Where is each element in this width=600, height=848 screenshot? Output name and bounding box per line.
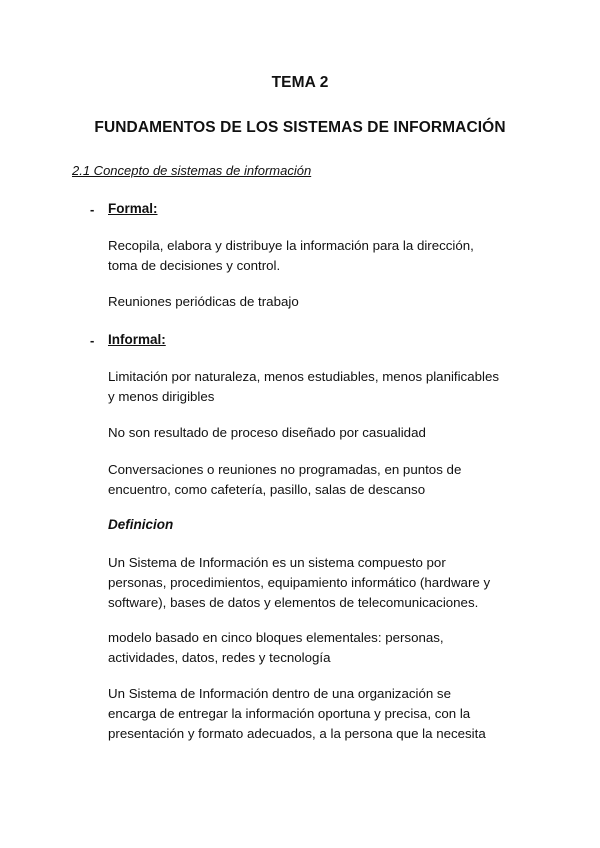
paragraph-informal-3 [108, 460, 461, 500]
paragraph-line: Conversaciones o reuniones no programadas, en puntos de [108, 462, 462, 477]
paragraph-line: toma de decisiones y control. [108, 258, 281, 273]
paragraph-informal-2 [108, 423, 426, 443]
definicion-heading: Definicion [108, 517, 174, 532]
paragraph-line: Limitación por naturaleza, menos estudiables, menos planificables [108, 369, 499, 384]
bullet-dash-informal: - [90, 333, 95, 348]
section-subtitle: 2.1 Concepto de sistemas de información [72, 163, 312, 178]
page-main-title: FUNDAMENTOS DE LOS SISTEMAS DE INFORMACIÓN [94, 119, 506, 136]
paragraph-line: software), bases de datos y elementos de telecomunicaciones. [108, 595, 479, 610]
paragraph-line: personas, procedimientos, equipamiento informático (hardware y [108, 575, 491, 590]
paragraph-line: y menos dirigibles [108, 389, 215, 404]
paragraph-line: encarga de entregar la información oportuna y precisa, con la [108, 706, 471, 721]
paragraph-definicion-3 [108, 684, 486, 744]
paragraph-formal-1 [108, 236, 474, 276]
paragraph-line: modelo basado en cinco bloques elementales: personas, [108, 630, 444, 645]
paragraph-definicion-2 [108, 628, 444, 668]
paragraph-line: Recopila, elabora y distribuye la información para la dirección, [108, 238, 474, 253]
bullet-label-formal: Formal: [108, 201, 158, 216]
paragraph-line: actividades, datos, redes y tecnología [108, 650, 331, 665]
paragraph-line: No son resultado de proceso diseñado por casualidad [108, 425, 426, 440]
paragraph-formal-2 [108, 292, 299, 312]
bullet-dash-formal: - [90, 202, 95, 217]
paragraph-line: presentación y formato adecuados, a la persona que la necesita [108, 726, 486, 741]
paragraph-line: encuentro, como cafetería, pasillo, salas de descanso [108, 482, 426, 497]
paragraph-line: Un Sistema de Información es un sistema compuesto por [108, 555, 446, 570]
paragraph-definicion-1 [108, 553, 490, 613]
page-tema-title: TEMA 2 [271, 74, 329, 91]
paragraph-line: Un Sistema de Información dentro de una organización se [108, 686, 451, 701]
paragraph-informal-1 [108, 367, 499, 407]
bullet-label-informal: Informal: [108, 332, 166, 347]
paragraph-line: Reuniones periódicas de trabajo [108, 294, 299, 309]
